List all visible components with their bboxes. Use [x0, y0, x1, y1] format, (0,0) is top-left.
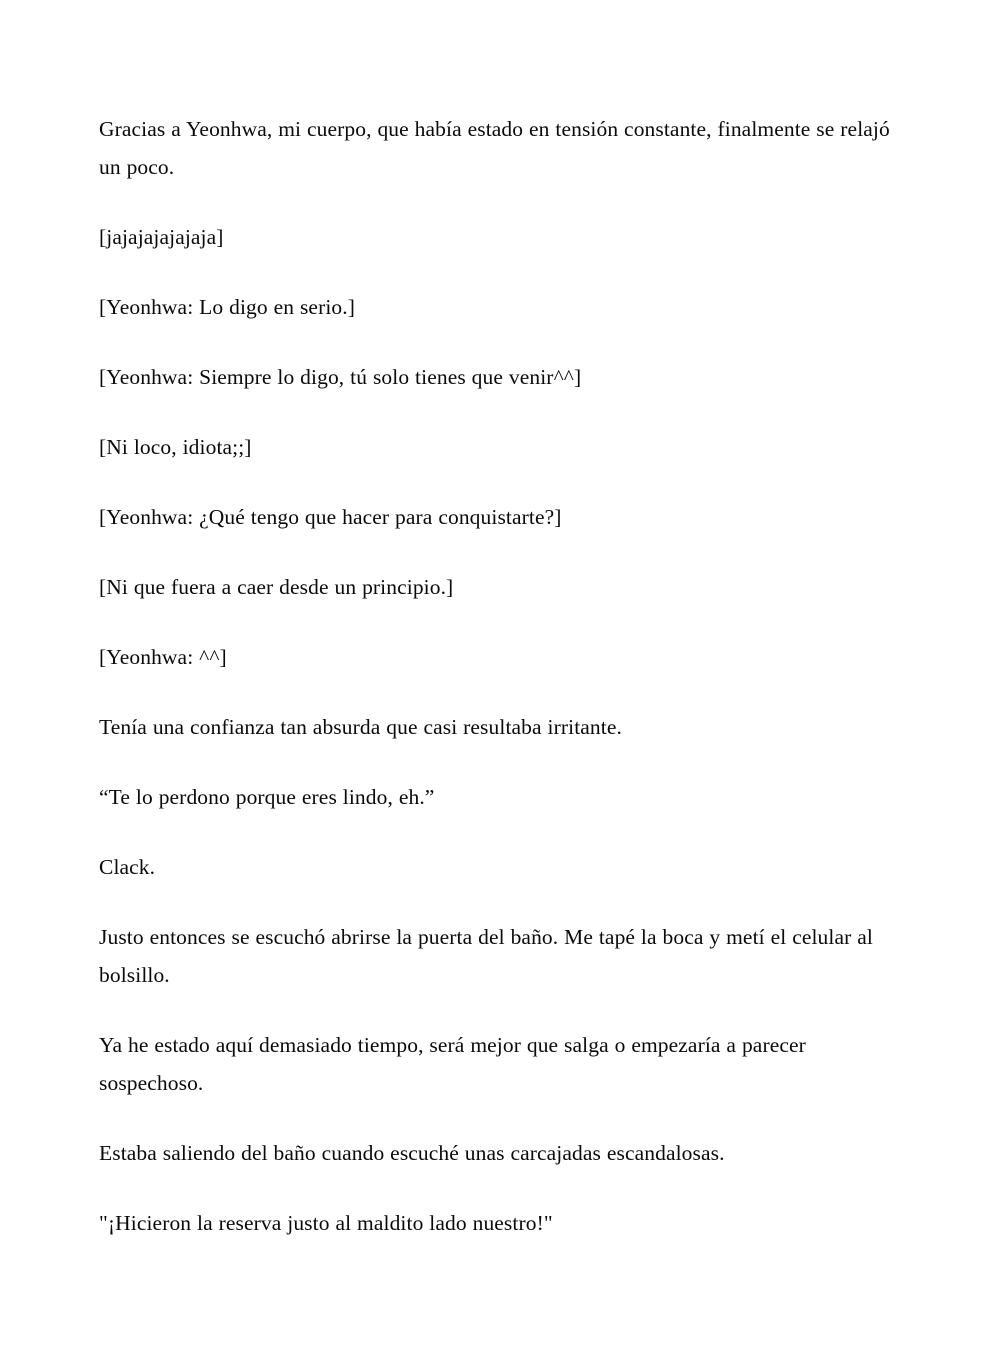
- document-text-column: [99, 110, 891, 1242]
- paragraph: Gracias a Yeonhwa, mi cuerpo, que había estado en tensión constante, finalmente se relajó un poco.: [99, 117, 890, 179]
- paragraph: [Yeonhwa: Lo digo en serio.]: [99, 295, 355, 319]
- paragraph: Tenía una confianza tan absurda que casi resultaba irritante.: [99, 715, 622, 739]
- paragraph: Clack.: [99, 855, 156, 879]
- paragraph: [Yeonhwa: ^^]: [99, 645, 227, 669]
- paragraph: [Yeonhwa: Siempre lo digo, tú solo tienes que venir^^]: [99, 365, 582, 389]
- paragraph: Justo entonces se escuchó abrirse la puerta del baño. Me tapé la boca y metí el celular al bolsillo.: [99, 925, 873, 987]
- paragraph: “Te lo perdono porque eres lindo, eh.”: [99, 785, 435, 809]
- paragraph: [Yeonhwa: ¿Qué tengo que hacer para conquistarte?]: [99, 505, 562, 529]
- paragraph: [Ni que fuera a caer desde un principio.]: [99, 575, 454, 599]
- paragraph: Estaba saliendo del baño cuando escuché unas carcajadas escandalosas.: [99, 1141, 725, 1165]
- paragraph: [jajajajajajaja]: [99, 225, 224, 249]
- paragraph: Ya he estado aquí demasiado tiempo, será mejor que salga o empezaría a parecer sospechoso.: [99, 1033, 806, 1095]
- paragraph: [Ni loco, idiota;;]: [99, 435, 252, 459]
- paragraph: "¡Hicieron la reserva justo al maldito lado nuestro!": [99, 1211, 553, 1235]
